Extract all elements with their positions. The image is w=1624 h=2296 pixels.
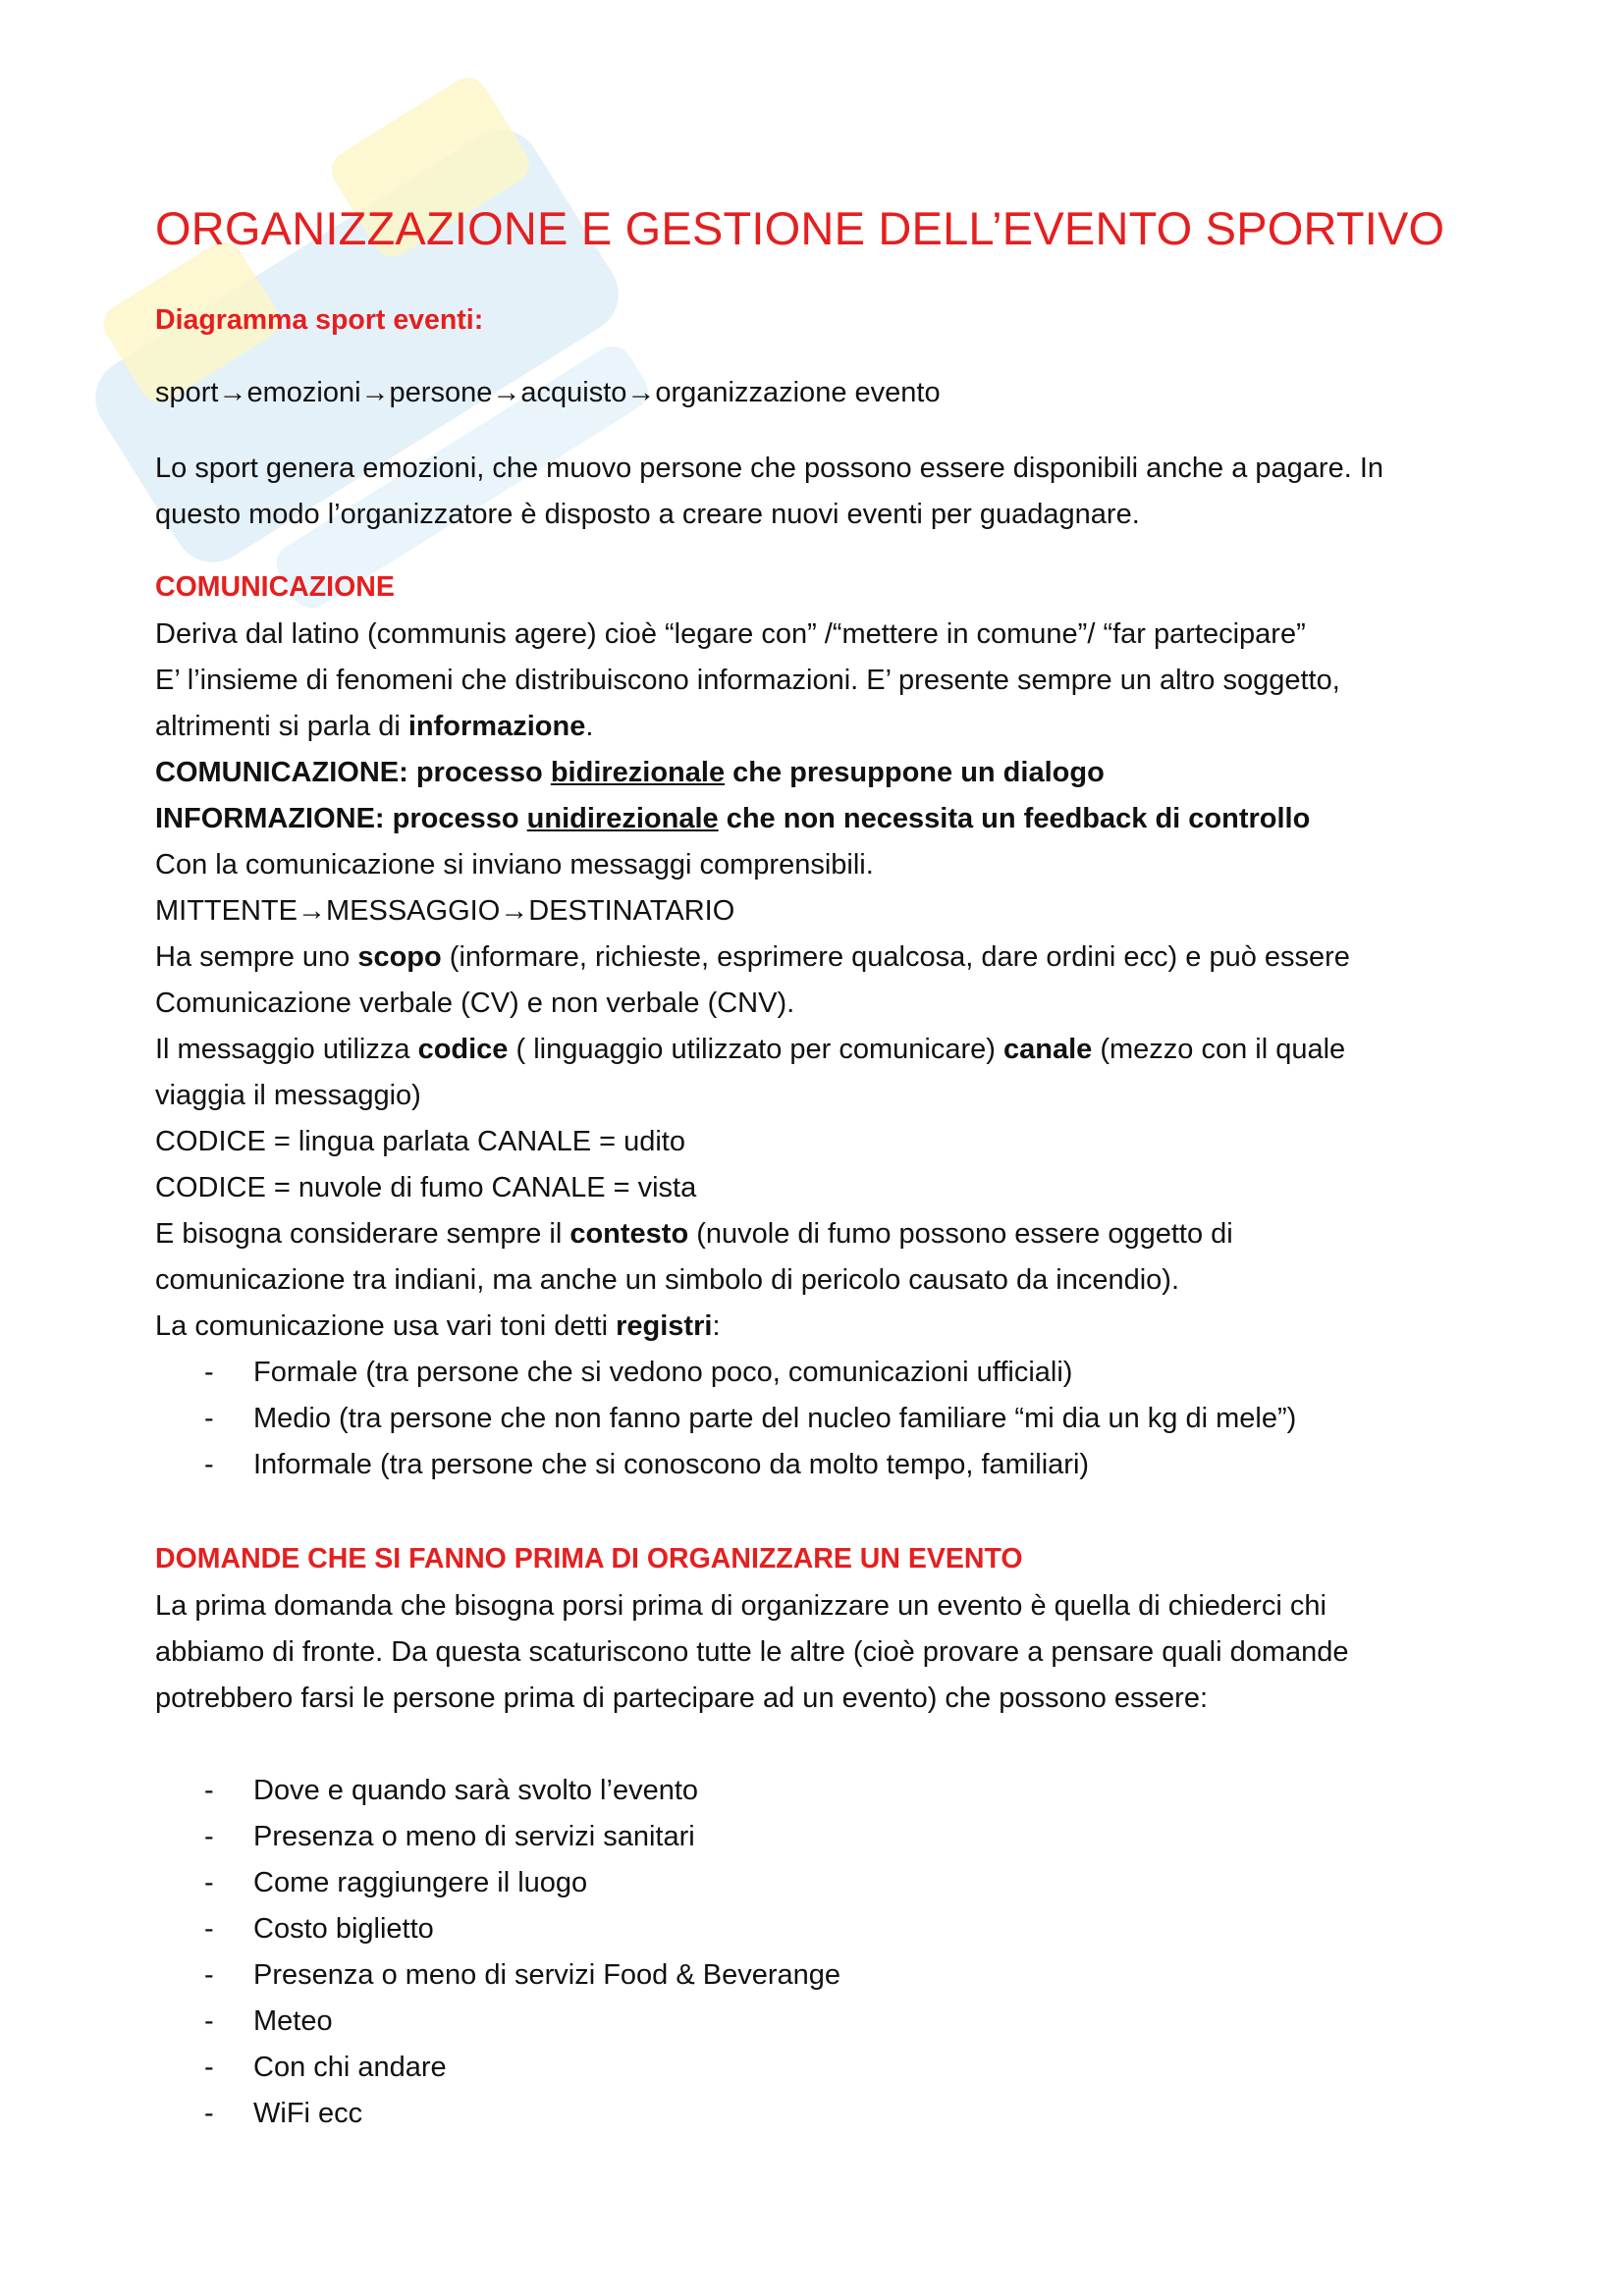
paragraph-line: altrimenti si parla di informazione. bbox=[155, 711, 594, 742]
underlined-term: bidirezionale bbox=[550, 757, 726, 788]
definition-comunicazione: COMUNICAZIONE: processo bidirezionale che presuppone un dialogo bbox=[155, 757, 1105, 788]
intro-line-2: questo modo l’organizzatore è disposto a creare nuovi eventi per guadagnare. bbox=[155, 499, 1140, 530]
chain-mittente: MITTENTE bbox=[155, 895, 298, 927]
chain-destinatario: DESTINATARIO bbox=[528, 895, 735, 927]
arrow-icon: → bbox=[218, 377, 247, 408]
flow-step-1: sport bbox=[155, 377, 219, 408]
definition-informazione: INFORMAZIONE: processo unidirezionale che non necessita un feedback di controllo bbox=[155, 803, 1311, 834]
page-title: ORGANIZZAZIONE E GESTIONE DELL’EVENTO SPORTIVO bbox=[155, 202, 1445, 254]
paragraph-line: potrebbero farsi le persone prima di partecipare ad un evento) che possono essere: bbox=[155, 1682, 1209, 1714]
paragraph-line: Deriva dal latino (communis agere) cioè “legare con” /“mettere in comune”/ “far partecipare” bbox=[155, 618, 1306, 650]
paragraph-line: abbiamo di fronte. Da questa scaturiscono tutte le altre (cioè provare a pensare quali domande bbox=[155, 1636, 1349, 1668]
paragraph-line: Comunicazione verbale (CV) e non verbale (CNV). bbox=[155, 988, 795, 1019]
flow-step-3: persone bbox=[389, 377, 493, 408]
document-page: ORGANIZZAZIONE E GESTIONE DELL’EVENTO SPORTIVO Diagramma sport eventi: sport→emozioni→persone→acquisto→organizzazione evento Lo sport genera emozioni, che muovo persone che possono essere disponibili anche a pagare. In questo modo l’organizzatore è disposto a creare nuovi eventi per guadagnare. COMUNICAZIONE Deriva dal latino (communis agere) cioè “legare con” /“mettere in comune”/ “far partecipare” E’ l’insieme di fenomeni che distribuiscono informazioni. E’ presente sempre un altro soggetto, altrimenti si parla di informazione. COMUNICAZIONE: processo bidirezionale che presuppone un dialogo INFORMAZIONE: processo unidirezionale che non necessita un feedback di controllo Con la comunicazione si inviano messaggi comprensibili. MITTENTE→MESSAGGIO→DESTINATARIO Ha sempre uno scopo (informare, richieste, esprimere qualcosa, dare ordini ecc) e può essere Comunicazione verbale (CV) e non verbale (CNV). Il messaggio utilizza codice ( linguaggio utilizzato per comunicare) canale (mezzo con il quale viaggia il messaggio) CODICE = lingua parlata CANALE = udito CODICE = nuvole di fumo CANALE = vista E bisogna considerare sempre il contesto (nuvole di fumo possono essere oggetto di comunicazione tra indiani, ma anche un simbolo di pericolo causato da incendio). La comunicazione usa vari toni detti registri: - Formale (tra persone che si vedono poco, comunicazioni ufficiali) - Medio (tra persone che non fanno parte del nucleo familiare “mi dia un kg di mele”) - Informale (tra persone che si conoscono da molto tempo, familiari) DOMANDE CHE SI FANNO PRIMA DI ORGANIZZARE UN EVENTO La prima domanda che bisogna porsi prima di organizzare un evento è quella di chiederci chi abbiamo di fronte. Da questa scaturiscono tutte le altre (cioè provare a pensare quali domande potrebbero farsi le persone prima di partecipare ad un evento) che possono essere: - Dove e quando sarà svolto l’evento - Presenza o meno di servizi sanitari - Come raggiungere il luogo - Costo biglietto - Presenza o meno di servizi Food & Beverange - Meteo - Con chi andare - WiFi ecc bbox=[0, 0, 1624, 2296]
diagram-flow bbox=[155, 373, 941, 412]
arrow-icon: → bbox=[360, 377, 390, 408]
chain-messaggio: MESSAGGIO bbox=[326, 895, 501, 927]
paragraph-line: La prima domanda che bisogna porsi prima di organizzare un evento è quella di chiederci chi bbox=[155, 1590, 1326, 1622]
flow-step-2: emozioni bbox=[246, 377, 361, 408]
paragraph-line: E bisogna considerare sempre il contesto (nuvole di fumo possono essere oggetto di bbox=[155, 1218, 1233, 1250]
paragraph-line: CODICE = lingua parlata CANALE = udito bbox=[155, 1126, 685, 1157]
arrow-icon: → bbox=[626, 377, 656, 408]
paragraph-line: Con la comunicazione si inviano messaggi comprensibili. bbox=[155, 849, 874, 881]
flow-step-4: acquisto bbox=[520, 377, 627, 408]
paragraph-line: La comunicazione usa vari toni detti registri: bbox=[155, 1310, 721, 1342]
bold-term: canale bbox=[1002, 1034, 1093, 1065]
comunicazione-heading: COMUNICAZIONE bbox=[155, 571, 395, 603]
paragraph-line: E’ l’insieme di fenomeni che distribuiscono informazioni. E’ presente sempre un altro soggetto, bbox=[155, 665, 1340, 696]
domande-heading: DOMANDE CHE SI FANNO PRIMA DI ORGANIZZARE UN EVENTO bbox=[155, 1543, 1023, 1575]
arrow-icon: → bbox=[298, 895, 326, 927]
bold-term: informazione bbox=[407, 711, 586, 742]
bold-term: contesto bbox=[569, 1218, 689, 1250]
bold-term: codice bbox=[417, 1034, 509, 1065]
communication-chain bbox=[155, 891, 734, 931]
paragraph-line: CODICE = nuvole di fumo CANALE = vista bbox=[155, 1172, 697, 1203]
diagram-heading: Diagramma sport eventi: bbox=[155, 304, 484, 336]
paragraph-line: Il messaggio utilizza codice ( linguaggio utilizzato per comunicare) canale (mezzo con il quale bbox=[155, 1034, 1346, 1065]
bold-term: scopo bbox=[357, 941, 442, 973]
bold-term: registri bbox=[616, 1310, 713, 1342]
arrow-icon: → bbox=[500, 895, 529, 927]
arrow-icon: → bbox=[492, 377, 521, 408]
underlined-term: unidirezionale bbox=[526, 803, 719, 834]
paragraph-line: viaggia il messaggio) bbox=[155, 1080, 421, 1111]
intro-line-1: Lo sport genera emozioni, che muovo persone che possono essere disponibili anche a pagare. In bbox=[155, 453, 1384, 484]
flow-step-5: organizzazione evento bbox=[655, 377, 941, 408]
paragraph-line: comunicazione tra indiani, ma anche un simbolo di pericolo causato da incendio). bbox=[155, 1264, 1179, 1296]
paragraph-line: Ha sempre uno scopo (informare, richieste, esprimere qualcosa, dare ordini ecc) e può essere bbox=[155, 941, 1350, 973]
